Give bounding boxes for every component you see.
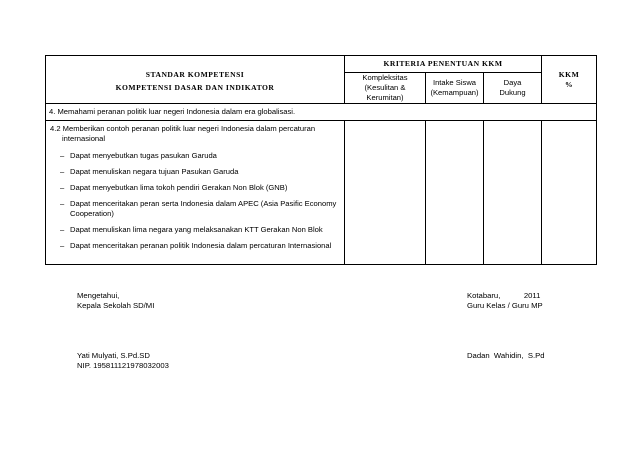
indicator-item xyxy=(50,241,340,251)
signature-left-top xyxy=(77,291,154,311)
indicator-item xyxy=(50,151,340,161)
indicator-text: Dapat menceritakan peranan politik Indonesia dalam percaturan Internasional xyxy=(70,241,332,250)
signature-left-bottom xyxy=(77,351,169,371)
indicator-text: Dapat menyebutkan tugas pasukan Garuda xyxy=(70,151,217,160)
header-kompleksitas xyxy=(345,73,426,104)
kepala-sekolah-label: Kepala Sekolah SD/MI xyxy=(77,301,155,310)
place-date: Kotabaru, 2011 xyxy=(467,291,541,300)
header-intake-line1: Intake Siswa xyxy=(432,78,477,87)
indicator-item xyxy=(50,167,340,177)
indicator-dash: – xyxy=(60,241,65,250)
header-kkm-unit: % xyxy=(564,79,574,89)
kompleksitas-cell xyxy=(345,121,426,265)
header-intake-siswa xyxy=(426,73,484,104)
kepala-sekolah-nip: NIP. 195811121978032003 xyxy=(77,361,169,370)
indicator-text: Dapat menuliskan lima negara yang melaksanakan KTT Gerakan Non Blok xyxy=(70,225,323,234)
kompetensi-dasar-cell xyxy=(46,121,345,265)
signature-right-bottom xyxy=(467,351,545,361)
indicator-item xyxy=(50,199,340,219)
header-kompleksitas-line1: Kompleksitas xyxy=(362,73,408,82)
kkm-table xyxy=(45,55,597,265)
indicator-text: Dapat menceritakan peran serta Indonesia dalam APEC (Asia Pasific Economy Cooperation) xyxy=(70,199,337,218)
indicator-dash: – xyxy=(60,151,65,160)
kkm-value-cell xyxy=(542,121,597,265)
signature-right-top xyxy=(467,291,543,311)
header-daya-dukung xyxy=(484,73,542,104)
intake-siswa-cell xyxy=(426,121,484,265)
standar-kompetensi-row: 4. Memahami peranan politik luar negeri Indonesia dalam era globalisasi. xyxy=(46,104,597,121)
header-daya-line2: Dukung xyxy=(499,88,526,97)
indicator-dash: – xyxy=(60,183,65,192)
guru-role: Guru Kelas / Guru MP xyxy=(467,301,543,310)
guru-name: Dadan Wahidin, S.Pd xyxy=(467,351,545,360)
kompetensi-dasar-title: 4.2 Memberikan contoh peranan politik luar negeri Indonesia dalam percaturan internasional xyxy=(50,124,316,143)
indicator-text: Dapat menuliskan negara tujuan Pasukan Garuda xyxy=(70,167,239,176)
header-kkm xyxy=(542,56,597,104)
indicator-dash: – xyxy=(60,199,65,208)
header-kompleksitas-line2: (Kesulitan & Kerumitan) xyxy=(364,83,406,102)
header-standar-kompetensi xyxy=(46,56,345,104)
header-daya-line1: Daya xyxy=(503,78,522,87)
header-standar-line1: STANDAR KOMPETENSI xyxy=(145,69,245,79)
header-intake-line2: (Kemampuan) xyxy=(430,88,479,97)
kepala-sekolah-name: Yati Mulyati, S.Pd.SD xyxy=(77,351,150,360)
header-kriteria: KRITERIA PENENTUAN KKM xyxy=(345,56,542,73)
indicator-item xyxy=(50,225,340,235)
indicator-dash: – xyxy=(60,225,65,234)
indicator-dash: – xyxy=(60,167,65,176)
daya-dukung-cell xyxy=(484,121,542,265)
mengetahui-label: Mengetahui, xyxy=(77,291,120,300)
header-kkm-label: KKM xyxy=(558,69,580,79)
header-standar-line2: KOMPETENSI DASAR DAN INDIKATOR xyxy=(115,82,275,92)
indicator-item xyxy=(50,183,340,193)
indicator-text: Dapat menyebutkan lima tokoh pendiri Gerakan Non Blok (GNB) xyxy=(70,183,288,192)
